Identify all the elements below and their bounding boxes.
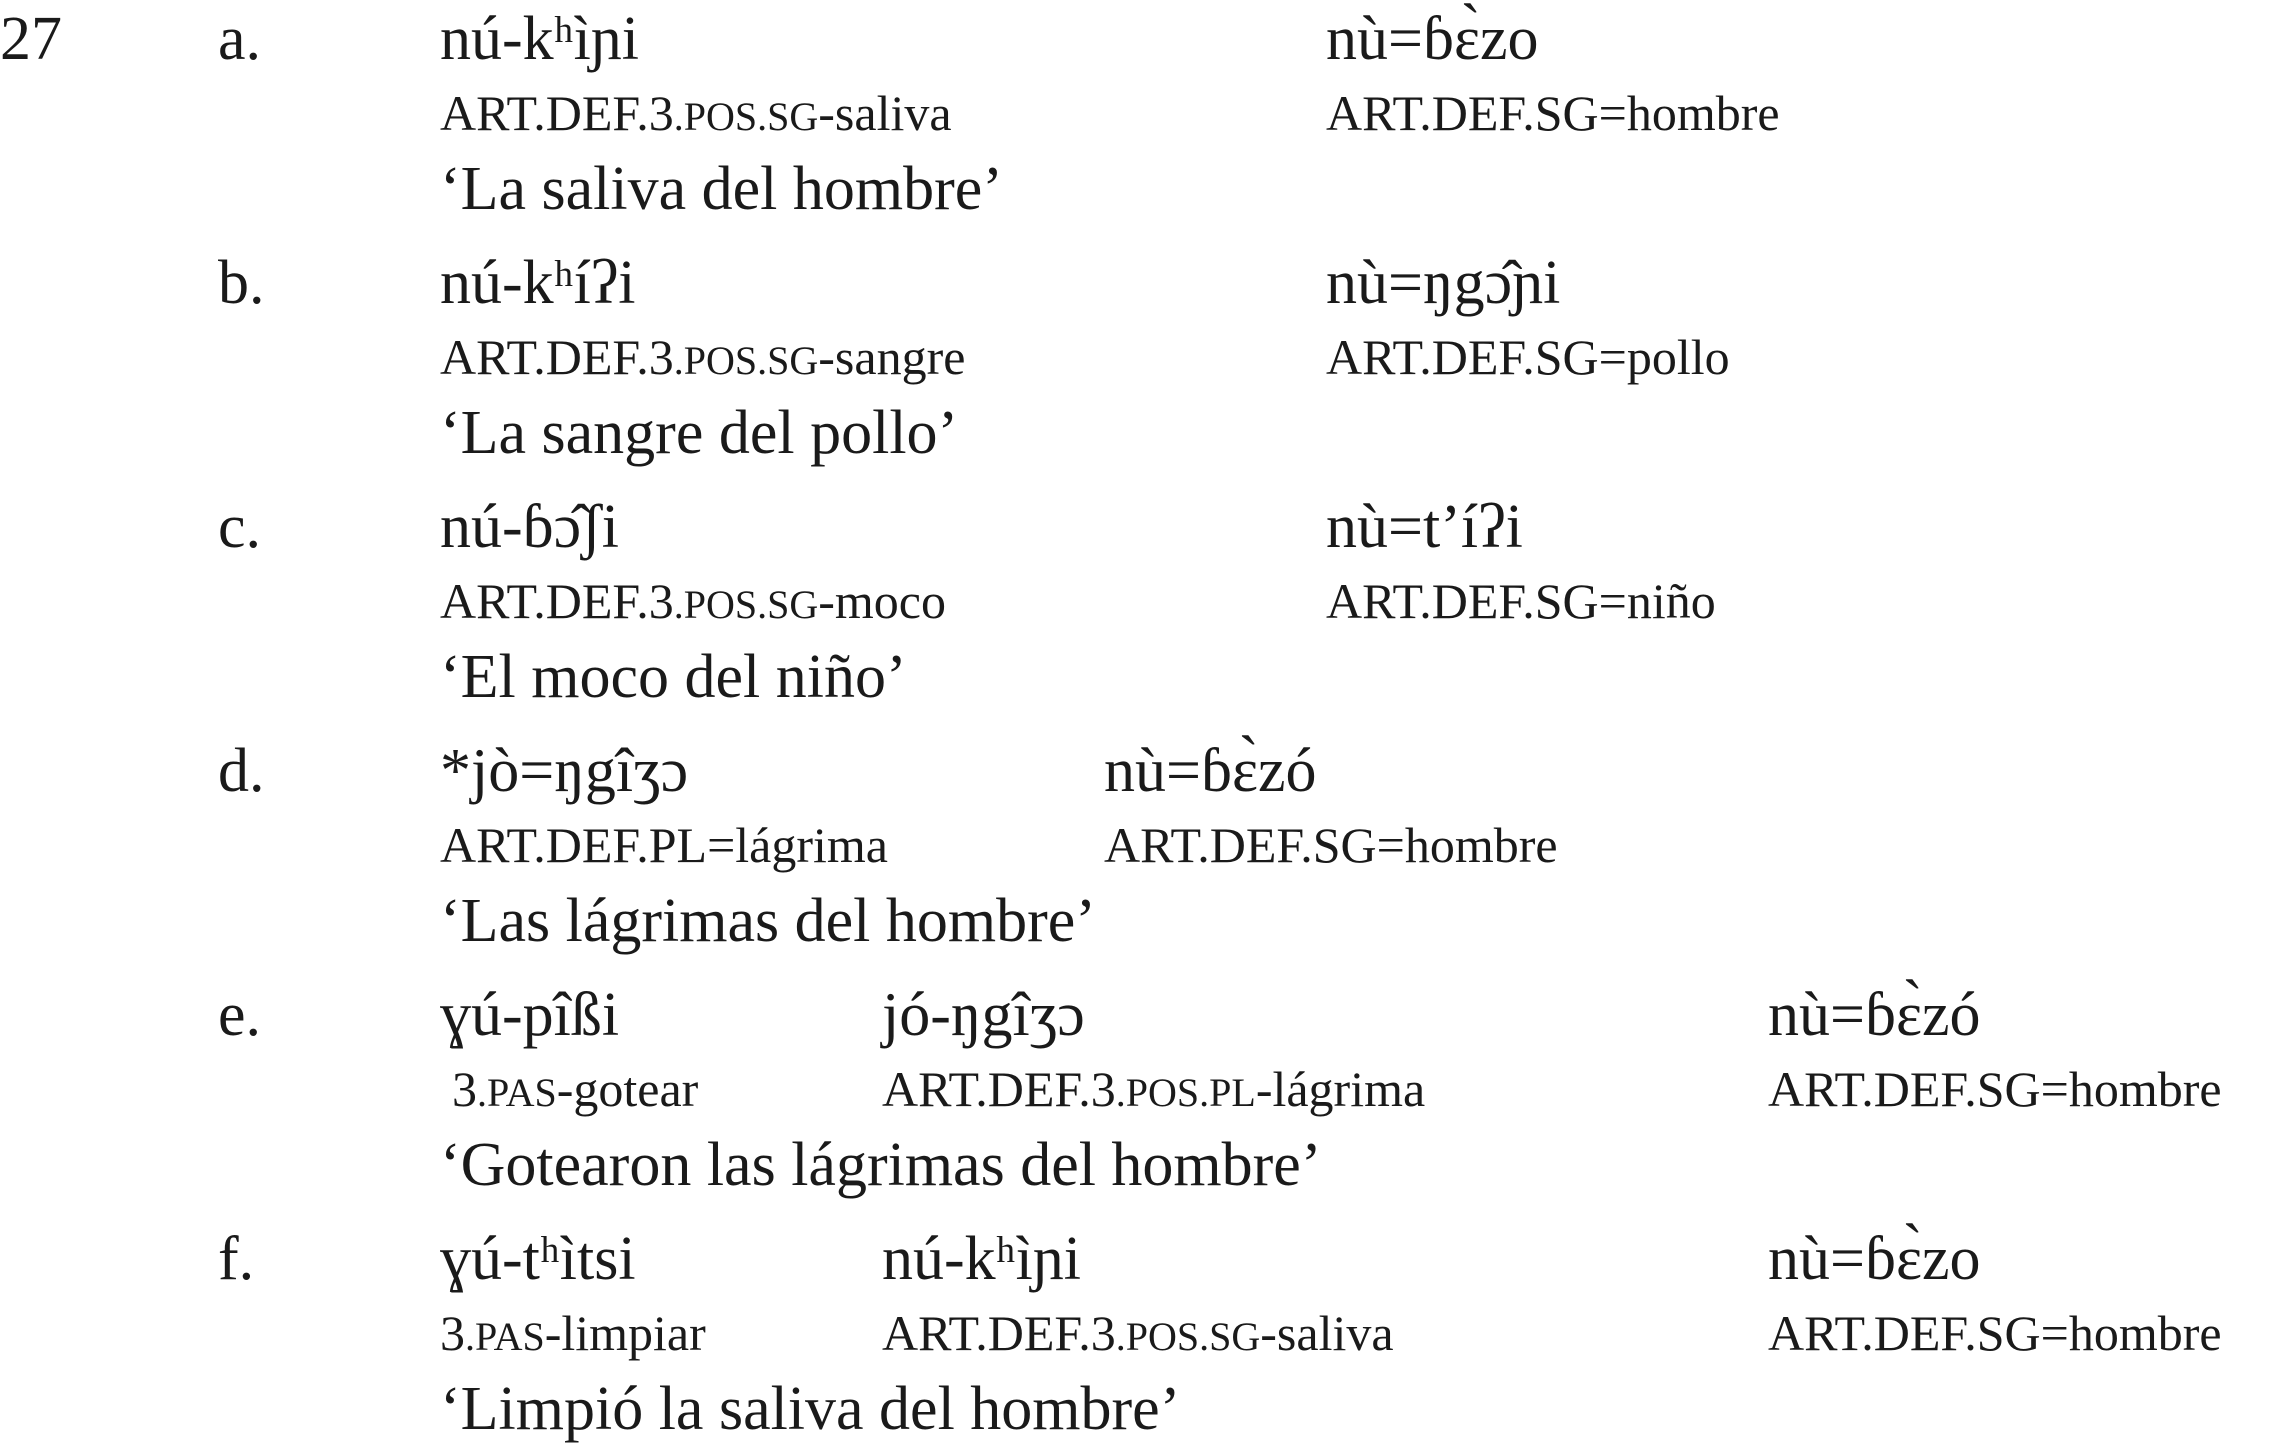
gloss-part: ART.DEF. <box>882 1305 1091 1361</box>
word-form: ɣú-pîßi <box>440 981 620 1049</box>
gloss-part: -gotear <box>556 1061 699 1117</box>
gloss-part: ART.DEF. <box>882 1061 1091 1117</box>
gloss-part: ART.DEF. <box>440 329 649 385</box>
word-gloss: ART.DEF.SG=pollo <box>1326 329 1730 385</box>
gloss-part: ART.DEF. <box>440 573 649 629</box>
word-gloss: ART.DEF.SG=hombre <box>1768 1305 2222 1361</box>
word-form: nù=ɓɛ̀zó <box>1104 737 1317 805</box>
free-translation: ‘Limpió la saliva del hombre’ <box>440 1375 1181 1443</box>
word-gloss <box>440 573 946 629</box>
gloss-part: 3 <box>1090 1305 1116 1361</box>
word-gloss <box>882 1061 1426 1117</box>
gloss-part: -saliva <box>818 85 952 141</box>
gloss-part: ART.DEF. <box>440 85 649 141</box>
free-translation: ‘La sangre del pollo’ <box>440 399 959 467</box>
word-gloss: ART.DEF.SG=hombre <box>1104 817 1558 873</box>
example-number: 27 <box>0 5 62 73</box>
example-label: c. <box>218 493 262 561</box>
word-form: nù=ɓɛ̀zo <box>1768 1225 1981 1293</box>
word-form: nú-kʰìɲi <box>882 1225 1082 1293</box>
gloss-part: 3 <box>440 1305 465 1361</box>
gloss-part: .POS.SG <box>673 94 819 139</box>
word-gloss: ART.DEF.SG=hombre <box>1326 85 1780 141</box>
word-form: *jò=ŋgîʒɔ <box>440 737 689 805</box>
word-gloss: ART.DEF.PL=lágrima <box>440 817 888 873</box>
gloss-part: .POS.SG <box>673 338 819 383</box>
example-label: e. <box>218 981 262 1049</box>
word-gloss <box>440 329 966 385</box>
word-form: ɣú-tʰìtsi <box>440 1225 636 1293</box>
word-form: nù=t’íʔi <box>1326 493 1523 561</box>
gloss-part: 3 <box>452 1061 477 1117</box>
word-form: nú-kʰìɲi <box>440 5 640 73</box>
word-gloss: ART.DEF.SG=niño <box>1326 573 1716 629</box>
free-translation: ‘Las lágrimas del hombre’ <box>440 887 1096 955</box>
example-label: f. <box>218 1225 255 1293</box>
gloss-part: .POS.PL <box>1115 1070 1256 1115</box>
free-translation: ‘Gotearon las lágrimas del hombre’ <box>440 1131 1322 1199</box>
gloss-part: -saliva <box>1260 1305 1394 1361</box>
free-translation: ‘El moco del niño’ <box>440 643 907 711</box>
gloss-part: 3 <box>1090 1061 1116 1117</box>
gloss-part: .PAS <box>477 1070 557 1115</box>
word-form: nú-kʰíʔi <box>440 249 636 317</box>
gloss-part: -moco <box>818 573 946 629</box>
gloss-part: -lágrima <box>1255 1061 1426 1117</box>
word-form: nú-ɓɔ̂ʃi <box>440 493 620 561</box>
word-form: jó-ŋgîʒɔ <box>882 981 1085 1049</box>
gloss-part: 3 <box>648 329 674 385</box>
example-label: a. <box>218 5 262 73</box>
word-gloss <box>452 1061 699 1117</box>
gloss-part: .PAS <box>465 1314 545 1359</box>
gloss-part: -sangre <box>818 329 966 385</box>
word-gloss <box>440 85 952 141</box>
word-form: nù=ŋgɔ̂ɲi <box>1326 249 1561 317</box>
example-label: d. <box>218 737 265 805</box>
word-gloss <box>882 1305 1394 1361</box>
word-form: nù=ɓɛ̀zo <box>1326 5 1539 73</box>
word-gloss: ART.DEF.SG=hombre <box>1768 1061 2222 1117</box>
word-gloss <box>440 1305 706 1361</box>
gloss-part: .POS.SG <box>673 582 819 627</box>
free-translation: ‘La saliva del hombre’ <box>440 155 1003 223</box>
word-form: nù=ɓɛ̀zó <box>1768 981 1981 1049</box>
gloss-part: 3 <box>648 85 674 141</box>
gloss-part: 3 <box>648 573 674 629</box>
gloss-part: .POS.SG <box>1115 1314 1261 1359</box>
example-label: b. <box>218 249 265 317</box>
gloss-part: -limpiar <box>544 1305 706 1361</box>
